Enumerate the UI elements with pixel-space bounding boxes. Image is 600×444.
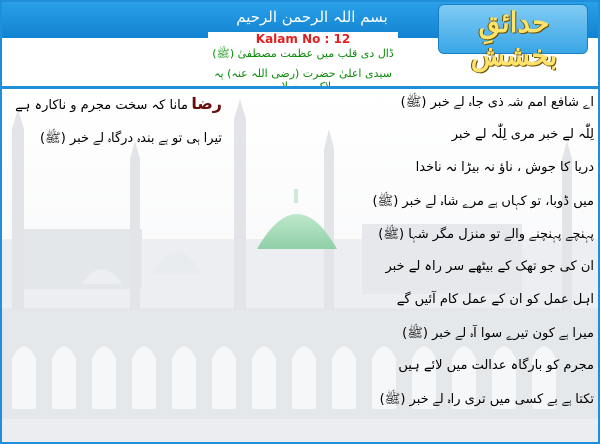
poem-line-2: لِلّٰہ لے خبر مری لِلّٰہ لے خبر: [451, 127, 594, 142]
basmala: بسم اللہ الرحمن الرحیم: [236, 8, 388, 26]
poem-left-line-2: تیرا ہی تو ہے بندہ درگاہ لے خبر (ﷺ): [39, 131, 222, 146]
poem-left-line-1-row: [15, 94, 222, 118]
kalam-number: Kalam No : 12: [255, 32, 351, 46]
poem-line-4: میں ڈوبا، تو کہاں ہے مرے شاہ لے خبر (ﷺ): [372, 194, 594, 209]
poem-line-9: مجرم کو بارگاہ عدالت میں لائے ہیں: [398, 358, 594, 373]
poem-left-line-1: مانا کہ سخت مجرم و ناکارہ ہے: [15, 98, 188, 113]
kalam-header: [208, 32, 398, 86]
poem-right-column: [346, 94, 594, 424]
header-line-2: سیدی اعلیٰ حضرت (رضی اللہ عنہ) پہ: [214, 67, 392, 80]
poem-line-8: میرا ہے کون تیرے سوا آہ لے خبر (ﷺ): [402, 326, 594, 341]
poem-line-7: اہل عمل کو ان کے عمل کام آئیں گے: [396, 292, 594, 307]
poem-line-1: اے شافع امم شہ ذی جاہ لے خبر (ﷺ): [400, 95, 594, 110]
header-line-1: ڈال دی قلب میں عظمت مصطفیٰ (ﷺ): [212, 47, 394, 60]
poem-left-column: [15, 94, 222, 164]
logo-title: حدائقِ بخشش: [470, 6, 558, 72]
poet-name-raza: رضا: [191, 94, 222, 113]
poem-line-5: پہنچے پہنچنے والے تو منزل مگر شہا (ﷺ): [378, 227, 594, 242]
poem-line-10: تکتا ہے بے کسی میں تری راہ لے خبر (ﷺ): [379, 392, 594, 407]
poem-line-3: دریا کا جوش ، ناؤ نہ بیڑا نہ ناخدا: [415, 160, 594, 175]
poem-line-6: ان کی جو تھک کے بیٹھے سر راہ لے خبر: [385, 259, 594, 274]
